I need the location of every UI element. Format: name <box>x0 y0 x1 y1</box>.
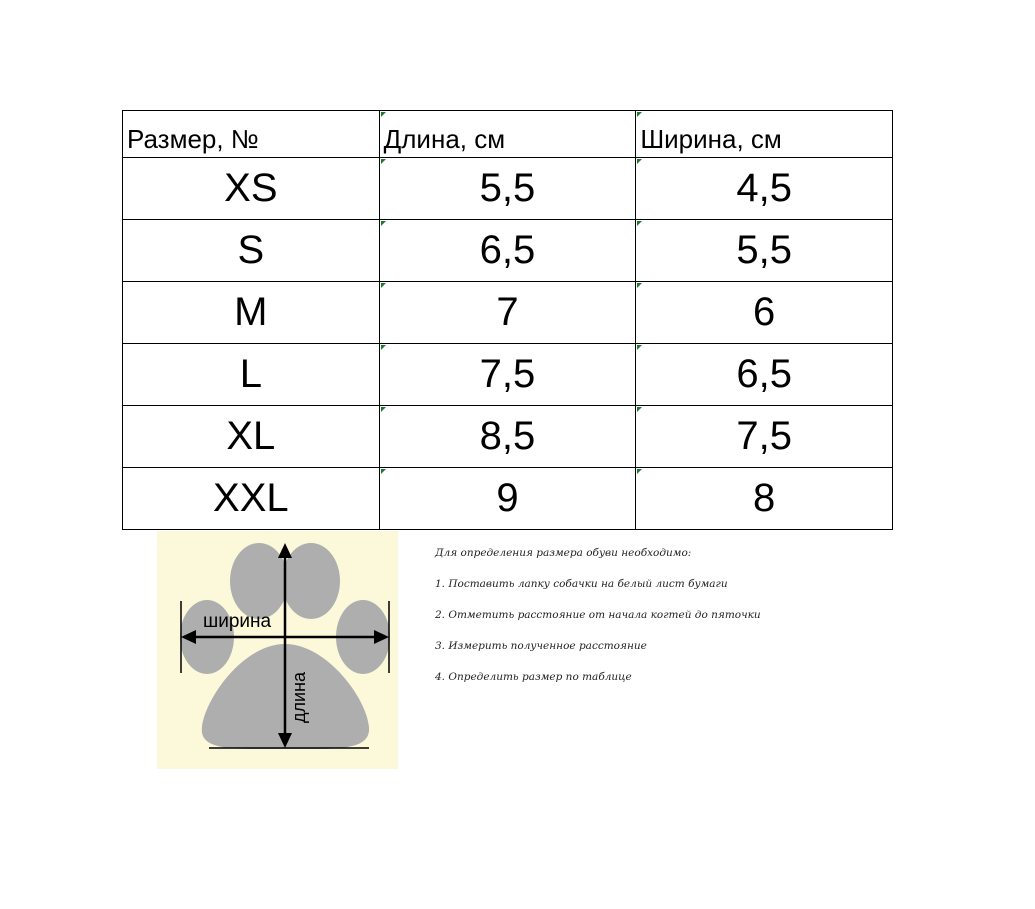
paw-icon <box>157 531 398 769</box>
width-cell: 4,5 <box>636 158 893 220</box>
size-table <box>122 110 893 530</box>
width-cell: 6,5 <box>636 344 893 406</box>
size-cell: XL <box>123 406 380 468</box>
width-cell: 5,5 <box>636 220 893 282</box>
size-cell: S <box>123 220 380 282</box>
paw-toe-pad <box>282 543 340 619</box>
length-cell: 5,5 <box>379 158 636 220</box>
paw-measurement-diagram <box>157 531 398 769</box>
paw-toe-pad <box>230 543 288 619</box>
length-cell: 8,5 <box>379 406 636 468</box>
header-size: Размер, № <box>123 111 380 158</box>
width-label: ширина <box>203 611 272 632</box>
length-arrow-head <box>278 543 292 558</box>
header-width: Ширина, см <box>636 111 893 158</box>
width-cell: 8 <box>636 468 893 530</box>
instruction-step: 4. Определить размер по таблице <box>435 671 632 683</box>
table-row <box>123 406 893 468</box>
length-label: длина <box>289 671 309 723</box>
length-cell: 7,5 <box>379 344 636 406</box>
instruction-step: 2. Отметить расстояние от начала когтей до пяточки <box>435 609 761 621</box>
table-header-row <box>123 111 893 158</box>
length-cell: 9 <box>379 468 636 530</box>
table-row <box>123 158 893 220</box>
header-length: Длина, см <box>379 111 636 158</box>
width-cell: 7,5 <box>636 406 893 468</box>
size-cell: XXL <box>123 468 380 530</box>
size-cell: XS <box>123 158 380 220</box>
size-cell: M <box>123 282 380 344</box>
table-row <box>123 344 893 406</box>
table-row <box>123 468 893 530</box>
length-cell: 6,5 <box>379 220 636 282</box>
instructions-block <box>435 546 835 701</box>
length-cell: 7 <box>379 282 636 344</box>
instruction-step: 3. Измерить полученное расстояние <box>435 640 647 652</box>
table-row <box>123 220 893 282</box>
width-cell: 6 <box>636 282 893 344</box>
size-cell: L <box>123 344 380 406</box>
table-row <box>123 282 893 344</box>
instructions-title: Для определения размера обуви необходимо: <box>435 547 692 559</box>
instruction-step: 1. Поставить лапку собачки на белый лист бумаги <box>435 578 728 590</box>
